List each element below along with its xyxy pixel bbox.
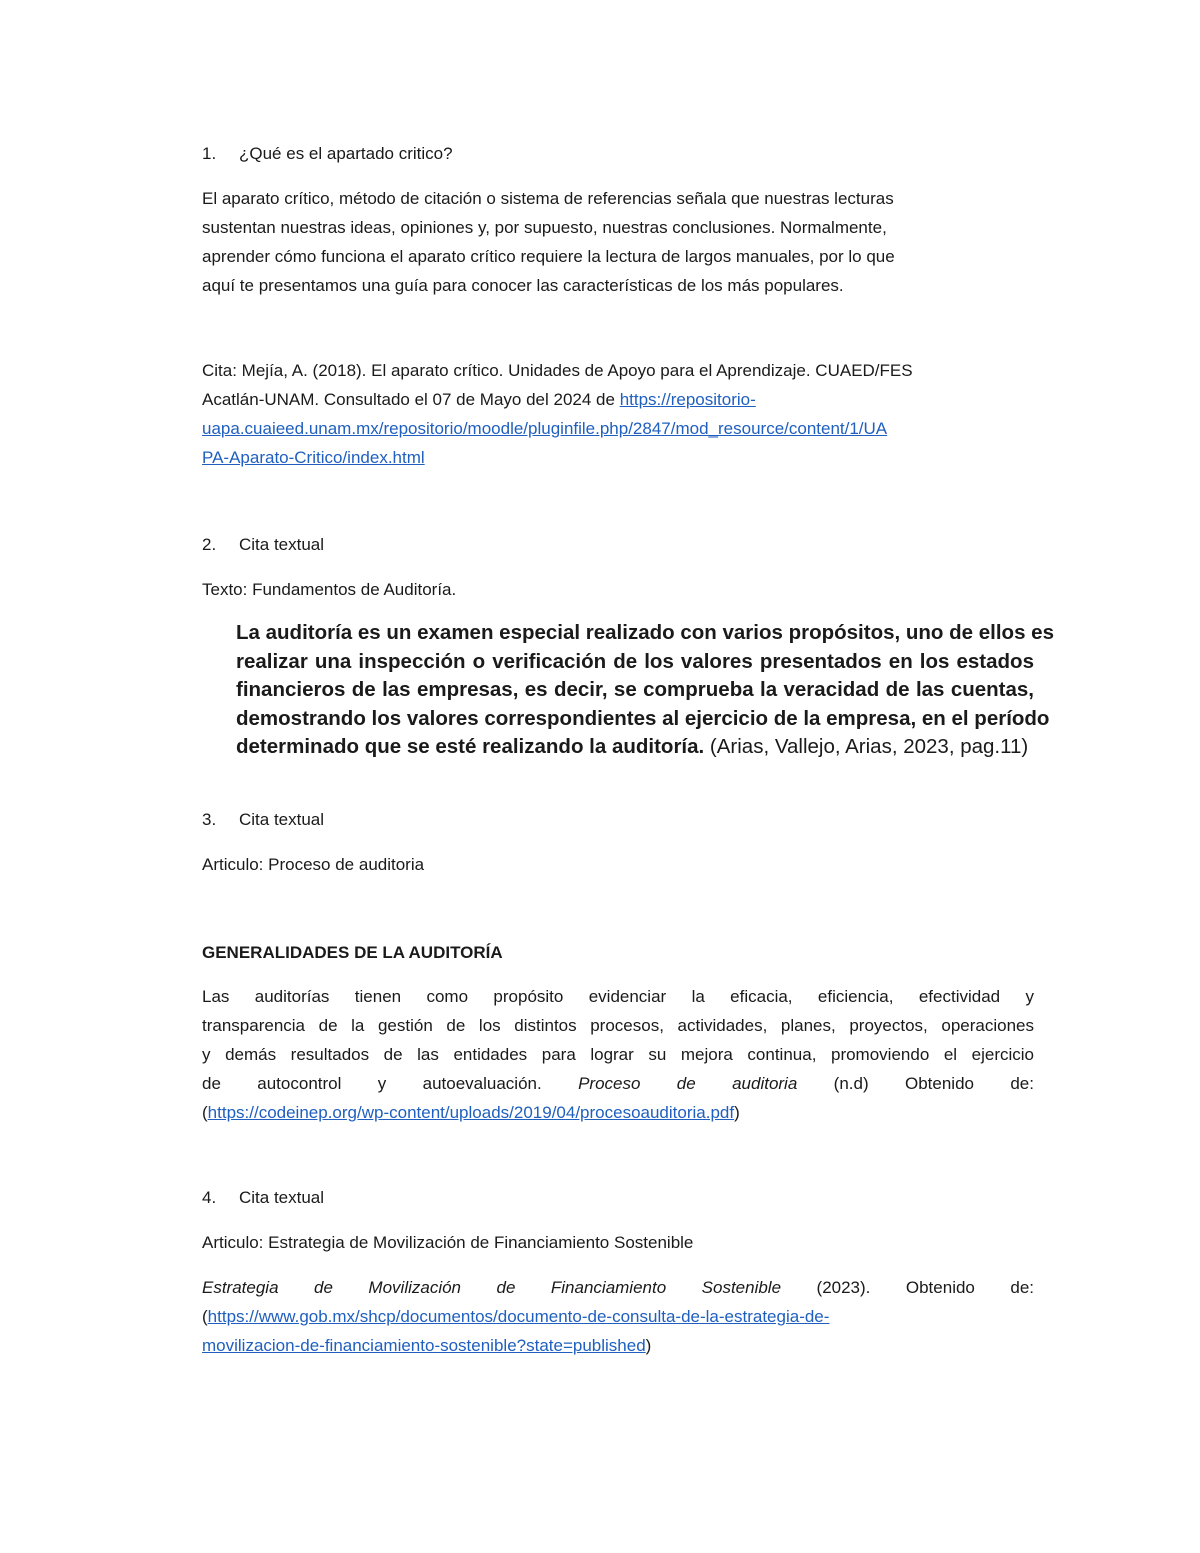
section1-paragraph-line: aquí te presentamos una guía para conocer las características de los más populares. xyxy=(202,276,844,295)
section1-paragraph-line: sustentan nuestras ideas, opiniones y, por supuesto, nuestras conclusiones. Normalmente, xyxy=(202,218,887,237)
citation-line xyxy=(202,385,1034,414)
paren-close: ) xyxy=(734,1103,740,1122)
section4-reference xyxy=(202,1273,1034,1360)
quote-reference: (Arias, Vallejo, Arias, 2023, pag.11) xyxy=(704,735,1029,758)
citation-link-line xyxy=(202,414,1034,443)
reference-link-line xyxy=(202,1331,1034,1360)
section2-title: Cita textual xyxy=(239,535,325,554)
citation-text: Acatlán-UNAM. Consultado el 07 de Mayo del 2024 de xyxy=(202,390,620,409)
section2-number: 2. xyxy=(202,535,217,554)
source-value: Fundamentos de Auditoría. xyxy=(247,580,457,599)
section1-heading xyxy=(202,139,1034,168)
section1-paragraph-line: El aparato crítico, método de citación o sistema de referencias señala que nuestras lecturas xyxy=(202,189,894,208)
section3-paragraph-line: y demás resultados de las entidades para lograr su mejora continua, promoviendo el ejercicio xyxy=(202,1045,1034,1064)
section1-citation xyxy=(202,356,1034,472)
article-title: Proceso de auditoria xyxy=(578,1074,798,1093)
section3-paragraph xyxy=(202,982,1034,1127)
gob-mx-link[interactable]: movilizacion-de-financiamiento-sostenible?state=published xyxy=(202,1336,646,1355)
paren-close: ) xyxy=(645,1336,652,1355)
source-value: Proceso de auditoria xyxy=(263,855,425,874)
source-label: Articulo: xyxy=(202,1233,264,1252)
paren-open: ( xyxy=(202,1307,208,1326)
source-value: Estrategia de Movilización de Financiamiento Sostenible xyxy=(263,1233,694,1252)
source-label: Texto: xyxy=(202,580,248,599)
reference-title: Estrategia de Movilización de Financiamiento Sostenible xyxy=(202,1278,782,1297)
section4-number: 4. xyxy=(202,1188,217,1207)
citation-link[interactable]: PA-Aparato-Critico/index.html xyxy=(202,448,425,467)
citation-link[interactable]: uapa.cuaieed.unam.mx/repositorio/moodle/pluginfile.php/2847/mod_resource/content/1/UA xyxy=(202,419,888,438)
block-quote xyxy=(236,619,1054,762)
section3-link-line xyxy=(202,1098,1034,1127)
section1-number: 1. xyxy=(202,144,217,163)
source-label: Articulo: xyxy=(202,855,264,874)
section1-paragraph xyxy=(202,184,1034,300)
paren-open: ( xyxy=(202,1103,208,1122)
procesoauditoria-link[interactable]: https://codeinep.org/wp-content/uploads/2019/04/procesoauditoria.pdf xyxy=(207,1103,735,1122)
quote-line: financieros de las empresas, es decir, se comprueba la veracidad de las cuentas, xyxy=(236,678,1034,701)
section2-source xyxy=(202,575,1034,604)
reference-link-line xyxy=(202,1302,1034,1331)
line-text: de autocontrol y autoevaluación. xyxy=(202,1074,579,1093)
citation-line: Cita: Mejía, A. (2018). El aparato crítico. Unidades de Apoyo para el Aprendizaje. CUAED/FES xyxy=(202,361,913,380)
section4-source xyxy=(202,1228,1034,1257)
section3-heading xyxy=(202,805,1034,834)
gob-mx-link[interactable]: https://www.gob.mx/shcp/documentos/documento-de-consulta-de-la-estrategia-de- xyxy=(207,1307,830,1326)
quote-last-text: determinado que se esté realizando la auditoría. xyxy=(236,735,705,758)
section1-paragraph-line: aprender cómo funciona el aparato crítico requiere la lectura de largos manuales, por lo que xyxy=(202,247,895,266)
section3-number: 3. xyxy=(202,810,217,829)
section1-title: ¿Qué es el apartado critico? xyxy=(239,144,453,163)
quote-line: demostrando los valores correspondientes al ejercicio de la empresa, en el período xyxy=(236,706,1050,730)
section3-paragraph-line: Las auditorías tienen como propósito evidenciar la eficacia, eficiencia, efectividad y xyxy=(202,987,1034,1006)
section4-title: Cita textual xyxy=(239,1188,325,1207)
section3-paragraph-line xyxy=(202,1069,1034,1098)
quote-line xyxy=(236,733,1034,762)
section3-paragraph-line: transparencia de la gestión de los distintos procesos, actividades, planes, proyectos, operaciones xyxy=(202,1016,1034,1035)
section3-title: Cita textual xyxy=(239,810,325,829)
section2-heading xyxy=(202,530,1034,559)
reference-line xyxy=(202,1273,1034,1302)
citation-link[interactable]: https://repositorio- xyxy=(619,390,756,409)
quote-line: La auditoría es un examen especial realizado con varios propósitos, uno de ellos es xyxy=(236,621,1054,644)
section3-subheading: GENERALIDADES DE LA AUDITORÍA xyxy=(202,943,503,962)
quote-line: realizar una inspección o verificación de los valores presentados en los estados xyxy=(236,649,1034,673)
section3-source xyxy=(202,850,1034,879)
reference-tail: (2023). Obtenido de: xyxy=(781,1278,1034,1297)
line-tail: (n.d) Obtenido de: xyxy=(797,1074,1034,1093)
section4-heading xyxy=(202,1183,1034,1212)
citation-link-line xyxy=(202,443,1034,472)
